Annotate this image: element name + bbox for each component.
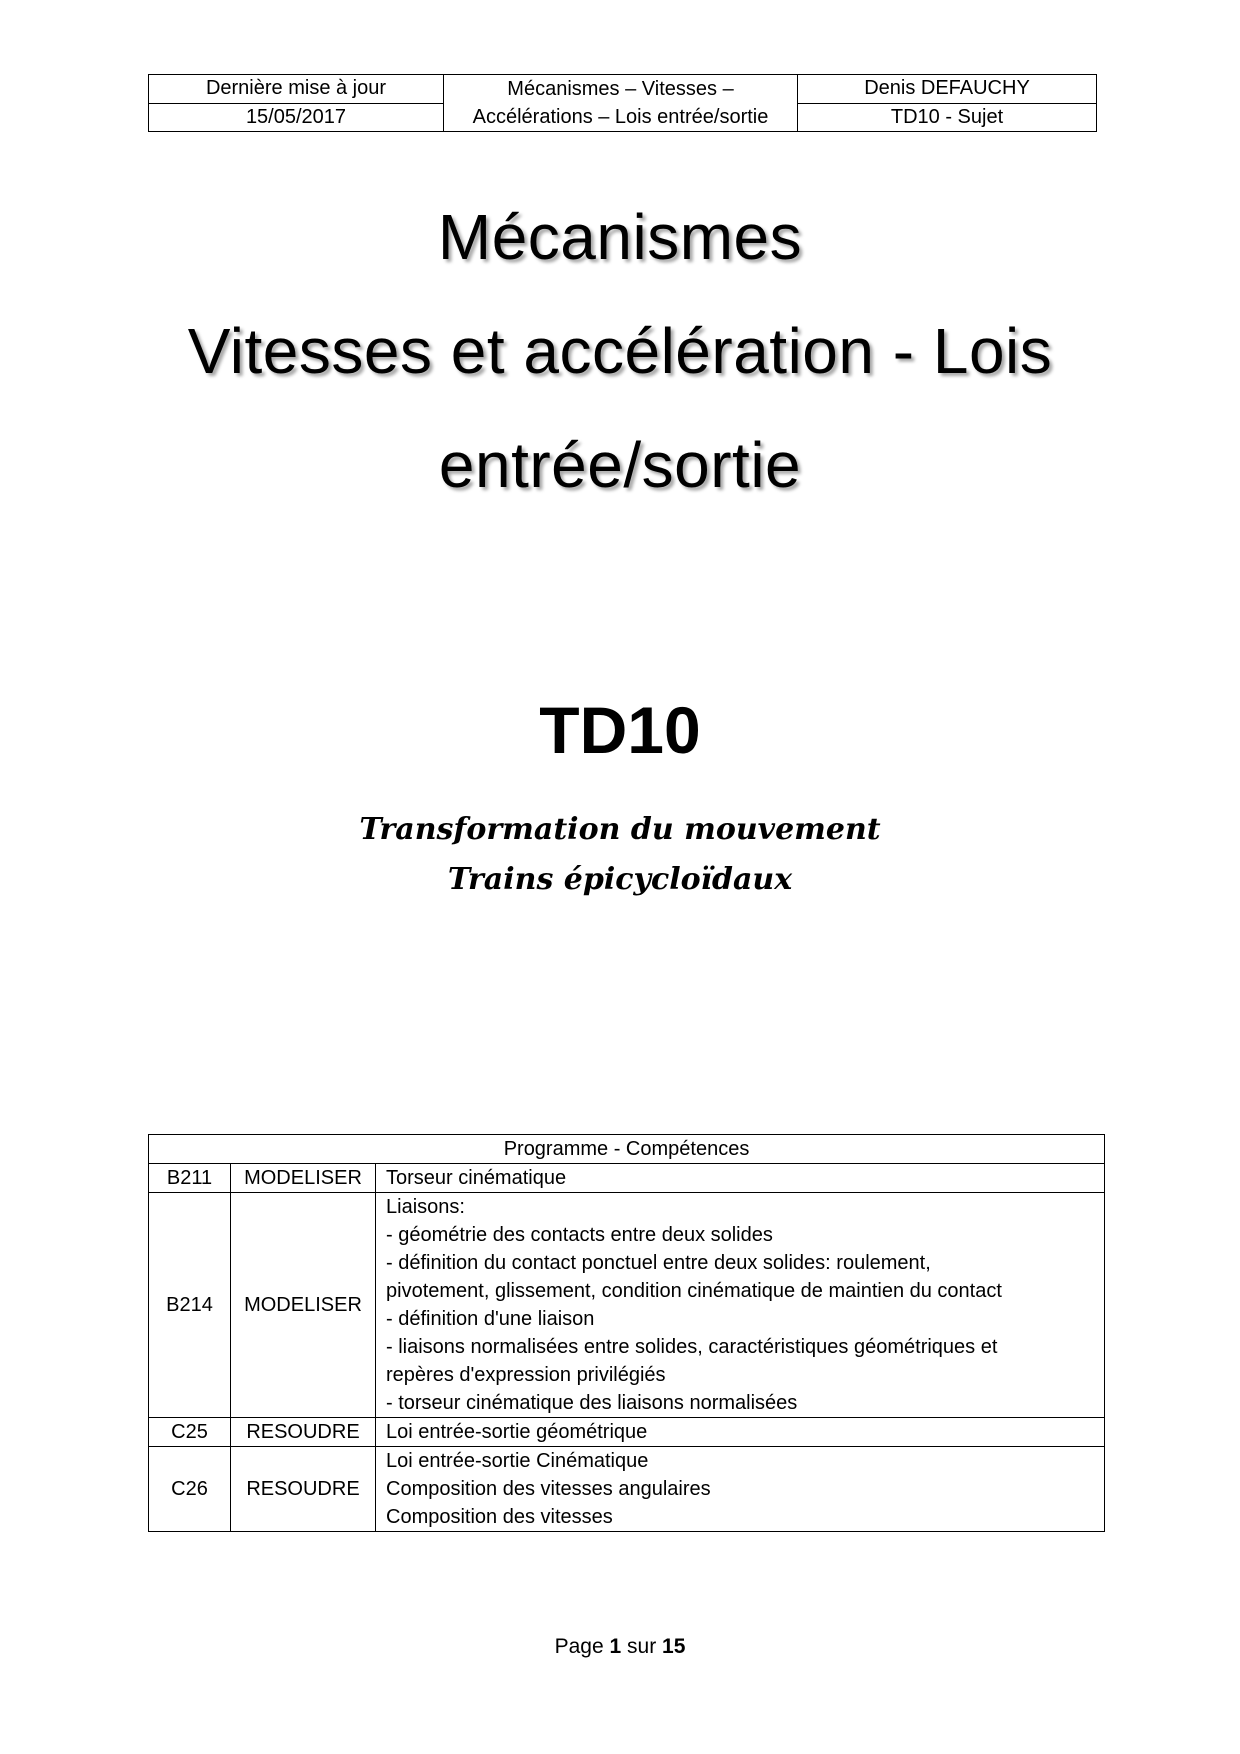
description-line: Composition des vitesses <box>386 1506 613 1528</box>
main-title-line2: Vitesses et accélération - Lois <box>187 315 1053 387</box>
main-title-block <box>120 180 1120 522</box>
description-line: Torseur cinématique <box>386 1167 567 1189</box>
competences-heading: Programme - Compétences <box>149 1135 1105 1164</box>
description-line: pivotement, glissement, condition cinématique de maintien du contact <box>386 1280 1002 1302</box>
description-line: repères d'expression privilégiés <box>386 1364 666 1386</box>
competence-code: B211 <box>149 1164 231 1193</box>
competence-category: RESOUDRE <box>231 1418 376 1447</box>
header-last-update-label: Dernière mise à jour <box>149 75 444 104</box>
main-title-line1: Mécanismes <box>437 201 803 273</box>
table-row <box>149 1447 1105 1532</box>
page-current: 1 <box>609 1635 622 1658</box>
header-table <box>148 74 1097 132</box>
competence-description <box>376 1164 1105 1193</box>
competence-code: C25 <box>149 1418 231 1447</box>
competence-description <box>376 1193 1105 1418</box>
description-line: - définition du contact ponctuel entre deux solides: roulement, <box>386 1252 931 1274</box>
competences-table <box>148 1134 1105 1532</box>
header-course-title-line1: Mécanismes – Vitesses – <box>507 78 734 100</box>
header-author: Denis DEFAUCHY <box>798 75 1097 104</box>
subtitle-block <box>120 805 1120 905</box>
competence-code: C26 <box>149 1447 231 1532</box>
table-row <box>149 1193 1105 1418</box>
table-row <box>149 1164 1105 1193</box>
description-line: Composition des vitesses angulaires <box>386 1478 711 1500</box>
competence-description <box>376 1418 1105 1447</box>
description-line: - torseur cinématique des liaisons normalisées <box>386 1392 798 1414</box>
competences-heading-row <box>149 1135 1105 1164</box>
header-doc-id: TD10 - Sujet <box>798 103 1097 132</box>
description-line: - définition d'une liaison <box>386 1308 595 1330</box>
subtitle-line2: Trains épicycloïdaux <box>447 862 793 897</box>
subtitle-line1: Transformation du mouvement <box>359 812 881 847</box>
page-footer <box>120 1635 1120 1659</box>
competence-category: MODELISER <box>231 1164 376 1193</box>
header-course-title <box>444 75 798 132</box>
competence-category: MODELISER <box>231 1193 376 1418</box>
description-line: - géométrie des contacts entre deux solides <box>386 1224 773 1246</box>
header-course-title-line2: Accélérations – Lois entrée/sortie <box>472 106 769 128</box>
page-separator: sur <box>627 1635 657 1658</box>
description-line: Loi entrée-sortie géométrique <box>386 1421 648 1443</box>
header-date: 15/05/2017 <box>149 103 444 132</box>
page-total: 15 <box>662 1635 686 1658</box>
main-title-line3: entrée/sortie <box>438 429 802 501</box>
description-line: Liaisons: <box>386 1196 465 1218</box>
description-line: Loi entrée-sortie Cinématique <box>386 1450 649 1472</box>
table-row <box>149 1418 1105 1447</box>
description-line: - liaisons normalisées entre solides, caractéristiques géométriques et <box>386 1336 998 1358</box>
competence-code: B214 <box>149 1193 231 1418</box>
competence-description <box>376 1447 1105 1532</box>
header-row-1 <box>149 75 1097 104</box>
competence-category: RESOUDRE <box>231 1447 376 1532</box>
td-number: TD10 <box>539 693 701 767</box>
page-label: Page <box>554 1635 604 1658</box>
